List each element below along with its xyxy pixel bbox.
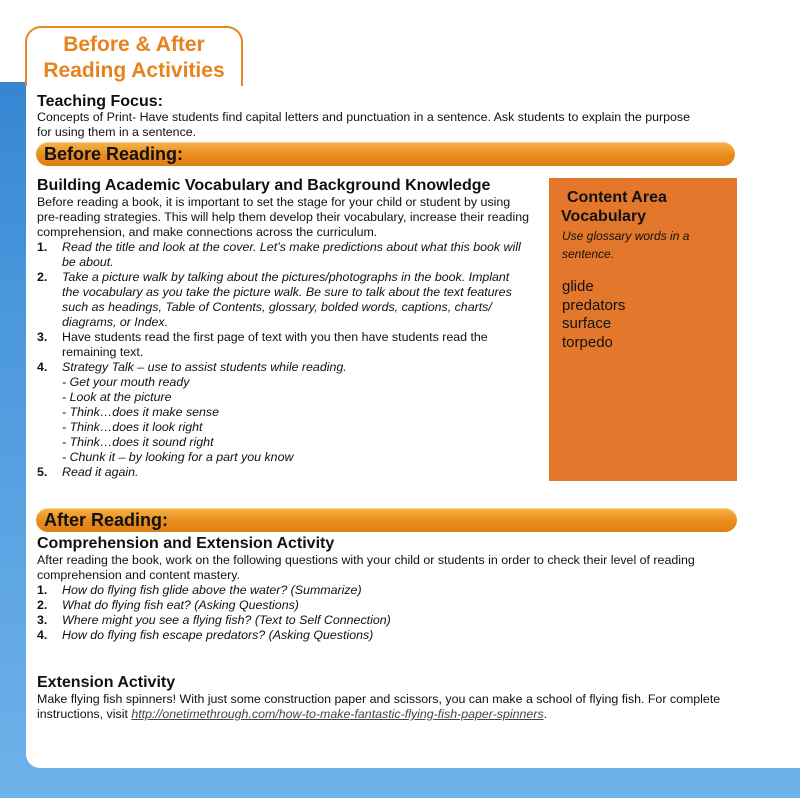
list-item bbox=[37, 360, 542, 465]
before-reading-steps bbox=[37, 240, 542, 480]
vocab-title-line-1: Content Area bbox=[567, 189, 667, 206]
before-reading-banner bbox=[36, 142, 735, 166]
question-number: 1. bbox=[37, 583, 48, 597]
vocab-box-title bbox=[561, 188, 667, 226]
extension-line-2-prefix: instructions, visit bbox=[37, 707, 132, 721]
title-tab bbox=[25, 26, 243, 86]
extension-line-2-suffix: . bbox=[543, 707, 548, 721]
question-text: What do flying fish eat? (Asking Questions) bbox=[62, 598, 299, 612]
vocab-heading: Building Academic Vocabulary and Background Knowledge bbox=[37, 177, 491, 194]
step-number: 2. bbox=[37, 270, 48, 284]
question-number: 2. bbox=[37, 598, 48, 612]
extension-heading: Extension Activity bbox=[37, 674, 176, 691]
vocab-word-list bbox=[562, 278, 625, 352]
question-text: How do flying fish escape predators? (Asking Questions) bbox=[62, 628, 374, 642]
after-reading-label: After Reading: bbox=[44, 510, 169, 530]
after-reading-banner bbox=[36, 508, 737, 532]
extension-link[interactable]: http://onetimethrough.com/how-to-make-fantastic-flying-fish-paper-spinners bbox=[131, 707, 544, 721]
after-intro-line-2: comprehension and content mastery. bbox=[37, 568, 240, 582]
title-line-1: Before & After bbox=[63, 33, 205, 56]
strategy-item: - Think…does it look right bbox=[62, 420, 203, 434]
step-text: Have students read the first page of text with you then have students read the bbox=[62, 330, 488, 344]
content-area-vocabulary-box bbox=[549, 178, 737, 481]
strategy-item: - Think…does it sound right bbox=[62, 435, 214, 449]
step-number: 4. bbox=[37, 360, 48, 374]
title-line-2: Reading Activities bbox=[43, 59, 225, 82]
step-text: remaining text. bbox=[62, 345, 144, 359]
vocab-word: glide bbox=[562, 278, 594, 295]
step-number: 5. bbox=[37, 465, 48, 479]
list-item bbox=[37, 628, 737, 643]
teaching-focus-line-2: for using them in a sentence. bbox=[37, 125, 197, 139]
strategy-item: - Look at the picture bbox=[62, 390, 172, 404]
before-intro-line-3: comprehension, and make connections across the curriculum. bbox=[37, 225, 378, 239]
list-item bbox=[37, 613, 737, 628]
list-item bbox=[37, 465, 542, 480]
step-text: such as headings, Table of Contents, glossary, bolded words, captions, charts/ bbox=[62, 300, 492, 314]
list-item bbox=[37, 583, 737, 598]
vocab-word: torpedo bbox=[562, 333, 613, 351]
before-intro-line-1: Before reading a book, it is important to set the stage for your child or student by using bbox=[37, 195, 511, 209]
vocab-word: predators bbox=[562, 296, 626, 314]
step-number: 1. bbox=[37, 240, 48, 254]
after-intro-line-1: After reading the book, work on the following questions with your child or students in order to check their level of reading bbox=[37, 553, 695, 567]
before-reading-label: Before Reading: bbox=[44, 144, 184, 164]
before-intro-line-2: pre-reading strategies. This will help them develop their vocabulary, increase their reading bbox=[37, 210, 529, 224]
step-text: Take a picture walk by talking about the pictures/photographs in the book. Implant bbox=[62, 270, 510, 284]
comprehension-questions bbox=[37, 583, 737, 643]
step-number: 3. bbox=[37, 330, 48, 344]
vocab-box-subtitle: Use glossary words in a sentence. bbox=[562, 229, 690, 261]
vocab-title-line-2: Vocabulary bbox=[561, 208, 647, 225]
extension-line-1: Make flying fish spinners! With just some construction paper and scissors, you can make a school of flying fish. For complete bbox=[37, 692, 721, 706]
question-number: 3. bbox=[37, 613, 48, 627]
question-text: How do flying fish glide above the water? (Summarize) bbox=[62, 583, 362, 597]
step-text: Read it again. bbox=[62, 465, 139, 479]
extension-line-2 bbox=[37, 707, 547, 722]
strategy-item: - Get your mouth ready bbox=[62, 375, 190, 389]
comprehension-heading: Comprehension and Extension Activity bbox=[37, 535, 335, 552]
question-number: 4. bbox=[37, 628, 48, 642]
list-item bbox=[37, 270, 542, 330]
question-text: Where might you see a flying fish? (Text to Self Connection) bbox=[62, 613, 391, 627]
vocab-word: surface bbox=[562, 315, 612, 332]
list-item bbox=[37, 598, 737, 613]
step-text: Strategy Talk – use to assist students while reading. bbox=[62, 360, 347, 374]
step-text: the vocabulary as you take the picture walk. Be sure to talk about the text features bbox=[62, 285, 512, 299]
step-text: Read the title and look at the cover. Let’s make predictions about what this book will bbox=[62, 240, 521, 254]
strategy-item: - Think…does it make sense bbox=[62, 405, 220, 419]
teaching-focus-heading: Teaching Focus: bbox=[37, 93, 163, 110]
list-item bbox=[37, 330, 542, 360]
step-text: diagrams, or Index. bbox=[62, 315, 169, 329]
teaching-focus-line-1: Concepts of Print- Have students find capital letters and punctuation in a sentence. Ask students to explain the purpose bbox=[37, 110, 690, 124]
list-item bbox=[37, 240, 542, 270]
strategy-item: - Chunk it – by looking for a part you know bbox=[62, 450, 294, 464]
step-text: be about. bbox=[62, 255, 114, 269]
